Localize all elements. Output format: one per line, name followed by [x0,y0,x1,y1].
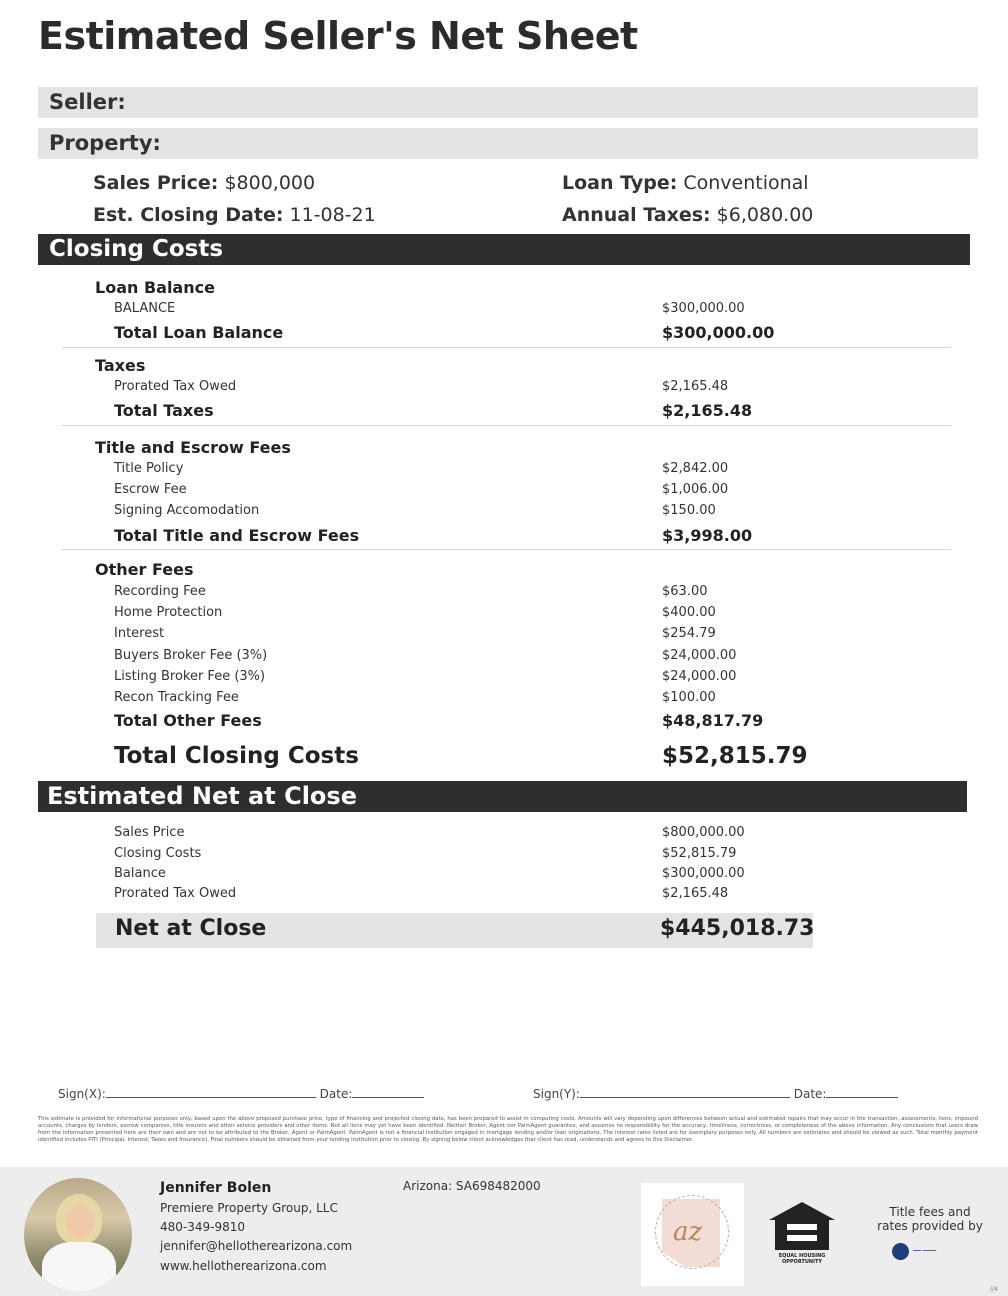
other-fees-heading: Other Fees [95,560,194,579]
annual-taxes-label: Annual Taxes: [562,204,711,226]
agent-company: Premiere Property Group, LLC [160,1201,338,1215]
annual-taxes-info [562,204,813,226]
line-item-label: BALANCE [114,301,176,316]
total-label: Total Title and Escrow Fees [114,526,360,545]
agent-name: Jennifer Bolen [160,1180,272,1196]
line-item-row [114,605,1008,625]
line-item-row [114,482,1008,502]
line-item-value: $24,000.00 [662,669,737,684]
closing-date-info [93,204,376,226]
date-x-line[interactable] [352,1088,424,1098]
line-item-value: $254.79 [662,626,716,641]
sales-price-label: Sales Price: [93,172,219,194]
signature-x [58,1087,424,1101]
total-label: Total Loan Balance [114,323,284,342]
eho-caption-line1: EQUAL HOUSING [778,1253,826,1259]
net-item-label: Prorated Tax Owed [114,886,237,901]
title-company-wordmark: ━━━ ━━━━━ [913,1249,937,1254]
line-item-label: Listing Broker Fee (3%) [114,669,266,684]
net-at-close-label: Net at Close [115,916,267,941]
avatar-face [66,1204,94,1238]
total-other-fees-row [114,711,1008,731]
line-item-label: Escrow Fee [114,482,187,497]
property-field: Property: [38,128,978,159]
closing-costs-header: Closing Costs [38,234,970,265]
net-item-row [114,886,1008,906]
sales-price-value: $800,000 [224,172,316,194]
title-fees-line2: rates provided by [877,1219,983,1234]
equal-housing-caption [765,1253,839,1265]
title-company-icon [892,1243,909,1260]
line-item-label: Title Policy [114,461,184,476]
total-closing-costs-label: Total Closing Costs [114,743,359,769]
line-item-label: Interest [114,626,165,641]
line-item-row [114,503,1008,523]
line-item-row [114,584,1008,604]
sign-y-label: Sign(Y): [533,1087,580,1101]
equal-housing-icon [765,1200,839,1252]
total-label: Total Taxes [114,401,214,420]
date-y-label: Date: [793,1087,827,1101]
page-mark: //4 [990,1286,998,1293]
closing-date-value: 11-08-21 [289,204,376,226]
line-item-row [114,461,1008,481]
net-item-value: $2,165.48 [662,886,729,901]
disclaimer-text: This estimate is provided for informational purposes only, based upon the above proposed purchase price, type of financing and projected closing date, has been prepared to assist in computing costs. Amounts will vary depending upon differences between actual and estimated repairs that may occur in the transaction, assessments, liens, impound accounts, charges by lenders, escrow companies, title insurers and other service providers and other items. Not all liens may yet have been identified. Neither Broker, Agent nor PalmAgent guarantee, and assumes no responsibility for the accuracy, timeliness, correctness, or completeness of the above information. Any conclusions that users draw from the information presented here are their own and are not to be attributed to the Broker, Agent or PalmAgent. PalmAgent is not a financial institution engaged in mortgage lending and/or loan originations. The interest rates listed are for exemplary purposes only. All numbers are estimates and should be viewed as such. Total monthly payment identified includes PITI (Principal, Interest, Taxes and Insurance). Final numbers should be obtained from your lending institution prior to closing. By signing below client acknowledges that client has read, understands and agrees to this Disclaimer. [38,1116,978,1143]
line-item-value: $63.00 [662,584,708,599]
az-monogram-icon: az [673,1217,703,1247]
title-fees-note [876,1205,984,1234]
net-item-label: Sales Price [114,825,185,840]
total-closing-costs-row [114,743,1008,773]
net-item-row [114,825,1008,845]
total-value: $48,817.79 [662,711,764,730]
net-item-value: $300,000.00 [662,866,745,881]
agent-website[interactable]: www.hellotherearizona.com [160,1259,327,1273]
line-item-value: $24,000.00 [662,648,737,663]
title-company-logo [892,1241,936,1260]
avatar-shirt [42,1242,116,1292]
agent-license: Arizona: SA698482000 [403,1179,541,1193]
line-item-row [114,690,1008,710]
section-divider [62,425,951,426]
date-x-label: Date: [319,1087,353,1101]
line-item-label: Signing Accomodation [114,503,260,518]
title-escrow-heading: Title and Escrow Fees [95,438,291,457]
line-item-row [114,301,1008,321]
taxes-heading: Taxes [95,356,146,375]
total-closing-costs-value: $52,815.79 [662,743,808,769]
line-item-value: $100.00 [662,690,716,705]
line-item-value: $1,006.00 [662,482,729,497]
sign-y-line[interactable] [580,1088,790,1098]
total-loan-balance-row [114,323,1008,343]
net-item-value: $52,815.79 [662,846,737,861]
sign-x-label: Sign(X): [58,1087,106,1101]
equal-housing-logo [765,1200,839,1270]
line-item-row [114,379,1008,399]
net-at-close-box [96,913,813,948]
page-title: Estimated Seller's Net Sheet [38,14,638,58]
total-taxes-row [114,401,1008,421]
line-item-value: $400.00 [662,605,716,620]
line-item-label: Buyers Broker Fee (3%) [114,648,268,663]
line-item-row [114,626,1008,646]
line-item-label: Recording Fee [114,584,206,599]
sign-x-line[interactable] [106,1088,316,1098]
closing-date-label: Est. Closing Date: [93,204,284,226]
loan-balance-heading: Loan Balance [95,278,215,297]
total-value: $2,165.48 [662,401,753,420]
signature-y [533,1087,898,1101]
net-item-value: $800,000.00 [662,825,745,840]
loan-type-info [562,172,809,194]
net-item-label: Balance [114,866,166,881]
line-item-row [114,648,1008,668]
line-item-value: $2,842.00 [662,461,729,476]
seller-field: Seller: [38,87,978,118]
net-item-label: Closing Costs [114,846,202,861]
net-item-row [114,846,1008,866]
total-title-escrow-row [114,526,1008,546]
section-divider [62,549,951,550]
title-fees-line1: Title fees and [889,1205,971,1219]
agent-avatar [24,1178,132,1292]
total-label: Total Other Fees [114,711,262,730]
total-value: $300,000.00 [662,323,775,342]
line-item-label: Recon Tracking Fee [114,690,239,705]
net-at-close-header: Estimated Net at Close [38,781,967,812]
line-item-value: $2,165.48 [662,379,729,394]
line-item-label: Home Protection [114,605,223,620]
agent-phone[interactable]: 480-349-9810 [160,1220,246,1234]
loan-type-value: Conventional [683,172,809,194]
annual-taxes-value: $6,080.00 [716,204,814,226]
line-item-value: $300,000.00 [662,301,745,316]
loan-type-label: Loan Type: [562,172,678,194]
line-item-value: $150.00 [662,503,716,518]
date-y-line[interactable] [826,1088,898,1098]
sales-price-info [93,172,315,194]
line-item-row [114,669,1008,689]
total-value: $3,998.00 [662,526,753,545]
net-item-row [114,866,1008,886]
agent-email[interactable]: jennifer@hellotherearizona.com [160,1239,353,1253]
net-at-close-value: $445,018.73 [660,916,815,941]
az-monogram-logo [641,1183,744,1286]
line-item-label: Prorated Tax Owed [114,379,237,394]
eho-caption-line2: OPPORTUNITY [781,1259,822,1265]
section-divider [62,347,951,348]
